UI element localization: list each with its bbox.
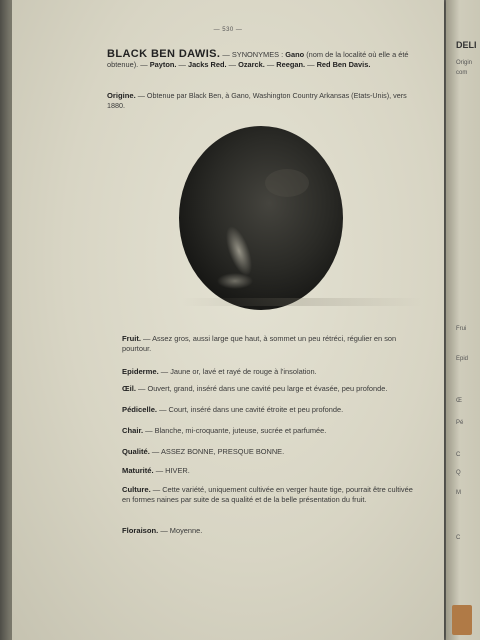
desc-text: — Cette variété, uniquement cultivée en verger haute tige, pourrait être cultivée en formes naines par suite de sa qualité et de la belle présentation du fruit. <box>122 485 413 504</box>
desc-chair <box>122 426 422 436</box>
desc-epiderme <box>122 367 422 377</box>
facing-page-edge <box>446 0 480 640</box>
desc-label: Maturité. <box>122 466 154 475</box>
page-corner-tab <box>452 605 472 635</box>
desc-maturite <box>122 466 422 476</box>
facing-page-line: Q <box>456 470 461 476</box>
desc-culture <box>122 485 422 504</box>
desc-fruit <box>122 334 422 353</box>
synonym-note: (nom de la localité où elle a été obtenue). — <box>107 50 409 69</box>
desc-text: — Jaune or, lavé et rayé de rouge à l'insolation. <box>160 367 317 376</box>
desc-text: — HIVER. <box>155 466 190 475</box>
origin-label: Origine. <box>107 91 136 100</box>
variety-heading: BLACK BEN DAWIS. — SYNONYMES : Gano (nom de la localité où elle a été obtenue). — Payton. — Jacks Red. — Ozarck. — Reegan. — Red Ben Davis. <box>107 48 409 69</box>
facing-page-line: com <box>456 70 468 76</box>
desc-qualite <box>122 447 422 457</box>
book-page <box>12 0 444 640</box>
desc-pedicelle <box>122 405 422 415</box>
facing-page-heading: DELI <box>456 40 477 50</box>
synonym-gano: Gano <box>285 50 305 59</box>
synonym-red-ben-davis: Red Ben Davis. <box>316 59 371 69</box>
show-through-text <box>182 298 422 306</box>
desc-label: Culture. <box>122 485 151 494</box>
facing-page-line: C <box>456 452 461 458</box>
facing-page-line: C <box>456 535 461 541</box>
synonym-payton: Payton. <box>149 59 177 69</box>
desc-floraison <box>122 526 422 536</box>
black-apple-photo <box>175 123 343 315</box>
desc-text: — Ouvert, grand, inséré dans une cavité peu large et évasée, peu profonde. <box>138 384 388 393</box>
desc-text: — Court, inséré dans une cavité étroite et peu profonde. <box>159 405 344 414</box>
facing-page-line: Frui <box>456 326 467 332</box>
facing-page-line: Origin <box>456 60 473 66</box>
facing-page-line: Œ <box>456 398 462 404</box>
origin-text: — Obtenue par Black Ben, à Gano, Washington Country Arkansas (Etats-Unis), vers 1880. <box>107 91 407 110</box>
desc-oeil <box>122 384 422 394</box>
facing-page-line: M <box>456 490 461 496</box>
desc-label: Fruit. <box>122 334 141 343</box>
facing-page-line: Pé <box>456 420 464 426</box>
facing-page-line: Epid <box>456 356 469 362</box>
variety-title: BLACK BEN DAWIS. <box>107 48 221 60</box>
desc-text: — Blanche, mi-croquante, juteuse, sucrée et parfumée. <box>145 426 327 435</box>
desc-label: Floraison. <box>122 526 159 535</box>
desc-label: Qualité. <box>122 447 150 456</box>
origin-paragraph <box>107 91 417 110</box>
desc-text: — Moyenne. <box>160 526 203 535</box>
desc-label: Epiderme. <box>122 367 159 376</box>
synonyms-label: — SYNONYMES : <box>222 50 284 59</box>
page-number: — 530 — <box>213 27 243 33</box>
synonym-ozarck: Ozarck. <box>238 59 265 69</box>
synonym-reegan: Reegan. <box>276 59 306 69</box>
synonym-jacks-red: Jacks Red. <box>187 59 227 69</box>
desc-label: Œil. <box>122 384 136 393</box>
desc-text: — ASSEZ BONNE, PRESQUE BONNE. <box>151 447 285 456</box>
desc-label: Pédicelle. <box>122 405 158 414</box>
desc-label: Chair. <box>122 426 144 435</box>
desc-text: — Assez gros, aussi large que haut, à sommet un peu rétréci, régulier en son pourtour. <box>122 334 397 353</box>
